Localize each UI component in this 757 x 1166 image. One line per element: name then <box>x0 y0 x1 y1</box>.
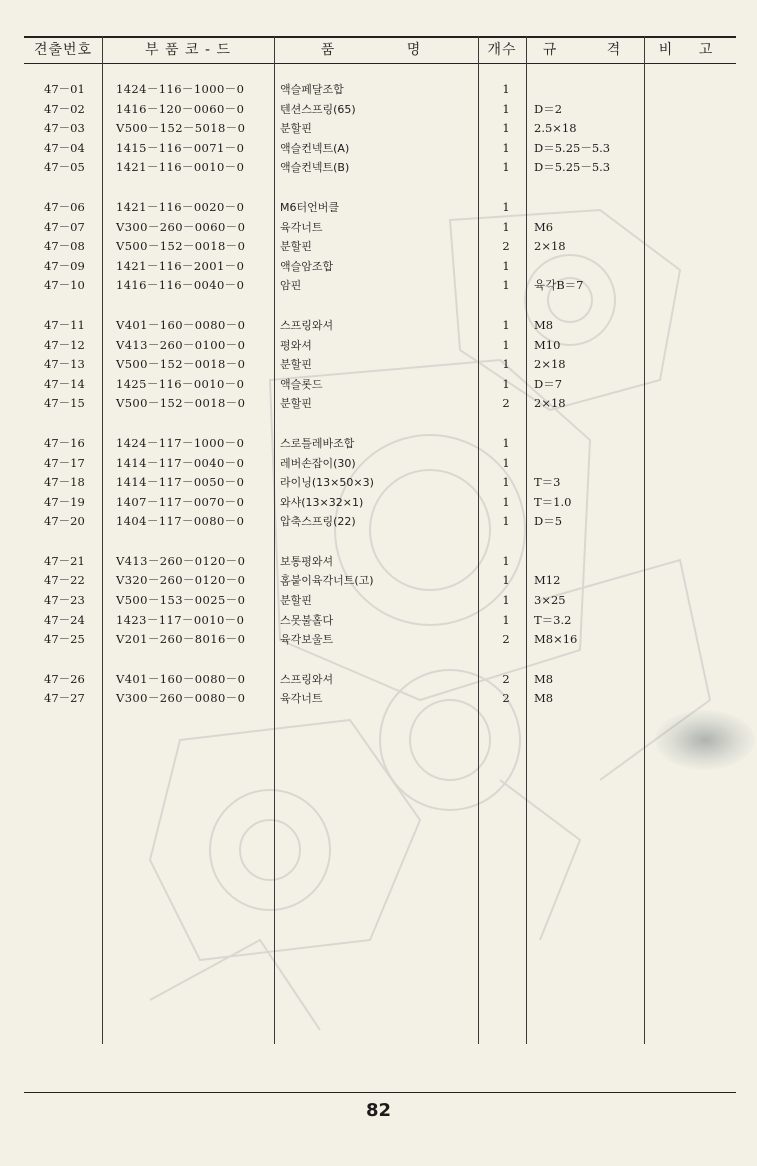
table-row <box>0 355 757 375</box>
part-code-cell: V500－152－0018－0 <box>116 357 246 372</box>
spec-cell: M8 <box>534 691 554 706</box>
table-row <box>0 591 757 611</box>
part-code-cell: V500－152－5018－0 <box>116 121 246 136</box>
part-no-cell: 47－11 <box>44 317 85 332</box>
table-row <box>0 611 757 631</box>
spec-cell: 2×18 <box>534 239 566 254</box>
part-name-cell: 보통평와셔 <box>280 554 334 568</box>
part-code-cell: V401－160－0080－0 <box>116 671 246 686</box>
table-row <box>0 473 757 493</box>
table-row <box>0 512 757 532</box>
part-no-cell: 47－08 <box>44 239 85 254</box>
part-code-cell: V500－153－0025－0 <box>116 593 246 608</box>
spec-cell: 2×18 <box>534 357 566 372</box>
table-row <box>0 100 757 120</box>
part-code-cell: 1421－116－0020－0 <box>116 199 245 214</box>
spec-cell: 2.5×18 <box>534 121 577 136</box>
quantity-cell: 1 <box>502 455 510 470</box>
part-code-cell: 1404－117－0080－0 <box>116 514 245 529</box>
part-no-cell: 47－07 <box>44 219 85 234</box>
part-name-cell: 분할핀 <box>280 594 312 608</box>
part-name-cell: 레버손잡이(30) <box>280 456 356 470</box>
spec-cell: T＝3.2 <box>534 612 572 627</box>
part-name-cell: 와샤(13×32×1) <box>280 495 364 509</box>
quantity-cell: 1 <box>502 140 510 155</box>
header-spec-part-b: 격 <box>606 42 622 58</box>
quantity-cell: 1 <box>502 199 510 214</box>
quantity-cell: 1 <box>502 101 510 116</box>
part-name-cell: 육각너트 <box>280 692 323 706</box>
quantity-cell: 1 <box>502 160 510 175</box>
part-name-cell: 스프링와셔 <box>280 318 334 332</box>
part-no-cell: 47－14 <box>44 376 85 391</box>
part-no-cell: 47－05 <box>44 160 85 175</box>
part-code-cell: 1424－117－1000－0 <box>116 435 245 450</box>
part-code-cell: V320－260－0120－0 <box>116 573 246 588</box>
part-name-cell: M6터언버클 <box>280 200 339 214</box>
quantity-cell: 1 <box>502 494 510 509</box>
part-name-cell: 육각너트 <box>280 220 323 234</box>
part-code-cell: V500－152－0018－0 <box>116 239 246 254</box>
part-name-cell: 스못불홀다 <box>280 613 334 627</box>
part-no-cell: 47－15 <box>44 396 85 411</box>
table-row <box>0 394 757 414</box>
part-code-cell: 1415－116－0071－0 <box>116 140 245 155</box>
quantity-cell: 1 <box>502 612 510 627</box>
part-no-cell: 47－04 <box>44 140 85 155</box>
quantity-cell: 2 <box>502 632 510 647</box>
quantity-cell: 1 <box>502 337 510 352</box>
paper-smudge <box>655 710 755 770</box>
part-no-cell: 47－16 <box>44 435 85 450</box>
part-name-cell: 육각보울트 <box>280 633 334 647</box>
part-name-cell: 액슬롯드 <box>280 377 323 391</box>
quantity-cell: 1 <box>502 593 510 608</box>
part-code-cell: V413－260－0100－0 <box>116 337 246 352</box>
part-name-cell: 분할핀 <box>280 240 312 254</box>
quantity-cell: 2 <box>502 691 510 706</box>
header-bottom-rule <box>24 63 736 64</box>
part-no-cell: 47－27 <box>44 691 85 706</box>
part-no-cell: 47－20 <box>44 514 85 529</box>
header-name-part-a: 품 <box>320 42 336 58</box>
header-note-part-a: 비 <box>658 42 674 58</box>
part-code-cell: V500－152－0018－0 <box>116 396 246 411</box>
part-name-cell: 홈붙이육각너트(고) <box>280 574 374 588</box>
part-code-cell: V201－260－8016－0 <box>116 632 246 647</box>
quantity-cell: 1 <box>502 435 510 450</box>
quantity-cell: 1 <box>502 357 510 372</box>
header-name-part-b: 명 <box>406 42 422 58</box>
table-row <box>0 119 757 139</box>
quantity-cell: 2 <box>502 671 510 686</box>
part-no-cell: 47－24 <box>44 612 85 627</box>
footer-rule <box>24 1092 736 1093</box>
table-row <box>0 571 757 591</box>
part-code-cell: 1414－117－0040－0 <box>116 455 245 470</box>
spec-cell: 육각B＝7 <box>534 278 584 293</box>
spec-cell: D＝5 <box>534 514 563 529</box>
part-no-cell: 47－17 <box>44 455 85 470</box>
part-code-cell: V300－260－0080－0 <box>116 691 246 706</box>
part-name-cell: 분할핀 <box>280 397 312 411</box>
quantity-cell: 1 <box>502 82 510 96</box>
part-no-cell: 47－21 <box>44 553 85 568</box>
table-row <box>0 630 757 650</box>
page-number: 82 <box>365 1100 392 1121</box>
part-code-cell: 1421－116－0010－0 <box>116 160 245 175</box>
table-row <box>0 375 757 395</box>
header-part-code: 부 품 코 - 드 <box>145 42 231 58</box>
part-name-cell: 평와셔 <box>280 338 312 352</box>
spec-cell: D＝5.25－5.3 <box>534 140 611 155</box>
part-no-cell: 47－02 <box>44 101 85 116</box>
quantity-cell: 1 <box>502 573 510 588</box>
quantity-cell: 2 <box>502 239 510 254</box>
part-name-cell: 압축스프링(22) <box>280 515 356 529</box>
quantity-cell: 1 <box>502 219 510 234</box>
spec-cell: M8 <box>534 671 554 686</box>
part-name-cell: 액슬암조합 <box>280 259 334 273</box>
part-code-cell: V300－260－0060－0 <box>116 219 246 234</box>
part-name-cell: 스로틀레바조합 <box>280 436 355 450</box>
part-code-cell: 1425－116－0010－0 <box>116 376 245 391</box>
quantity-cell: 1 <box>502 376 510 391</box>
table-row <box>0 158 757 178</box>
part-code-cell: V401－160－0080－0 <box>116 317 246 332</box>
spec-cell: T＝1.0 <box>534 494 572 509</box>
part-no-cell: 47－25 <box>44 632 85 647</box>
quantity-cell: 1 <box>502 553 510 568</box>
part-name-cell: 암핀 <box>280 279 302 293</box>
table-row <box>0 139 757 159</box>
part-name-cell: 액슬컨넥트(A) <box>280 141 350 155</box>
spec-cell: D＝2 <box>534 101 563 116</box>
spec-cell: M8×16 <box>534 632 578 647</box>
part-name-cell: 액슬페달조합 <box>280 83 344 96</box>
part-code-cell: 1421－116－2001－0 <box>116 258 245 273</box>
part-code-cell: 1416－116－0040－0 <box>116 278 245 293</box>
table-row <box>0 454 757 474</box>
header-spec-part-a: 규 <box>542 42 558 58</box>
header-quantity: 개수 <box>487 42 517 58</box>
table-row <box>0 336 757 356</box>
part-no-cell: 47－12 <box>44 337 85 352</box>
spec-cell: M12 <box>534 573 561 588</box>
part-name-cell: 스프링와셔 <box>280 672 334 686</box>
part-code-cell: 1416－120－0060－0 <box>116 101 245 116</box>
spec-cell: M6 <box>534 219 554 234</box>
part-no-cell: 47－09 <box>44 258 85 273</box>
table-row <box>0 80 757 100</box>
part-name-cell: 텐션스프링(65) <box>280 102 356 116</box>
table-row <box>0 316 757 336</box>
part-no-cell: 47－01 <box>44 82 85 96</box>
quantity-cell: 1 <box>502 258 510 273</box>
table-row <box>0 237 757 257</box>
part-name-cell: 분할핀 <box>280 358 312 372</box>
part-no-cell: 47－06 <box>44 199 85 214</box>
parts-table-body <box>0 80 757 709</box>
part-code-cell: V413－260－0120－0 <box>116 553 246 568</box>
part-no-cell: 47－19 <box>44 494 85 509</box>
table-row <box>0 198 757 218</box>
table-row <box>0 276 757 296</box>
table-row <box>0 552 757 572</box>
part-no-cell: 47－18 <box>44 475 85 490</box>
part-code-cell: 1407－117－0070－0 <box>116 494 245 509</box>
part-no-cell: 47－26 <box>44 671 85 686</box>
part-no-cell: 47－13 <box>44 357 85 372</box>
spec-cell: D＝5.25－5.3 <box>534 160 611 175</box>
spec-cell: D＝7 <box>534 376 563 391</box>
table-row <box>0 689 757 709</box>
part-no-cell: 47－22 <box>44 573 85 588</box>
quantity-cell: 1 <box>502 278 510 293</box>
spec-cell: M10 <box>534 337 561 352</box>
quantity-cell: 1 <box>502 514 510 529</box>
quantity-cell: 1 <box>502 121 510 136</box>
spec-cell: 2×18 <box>534 396 566 411</box>
part-code-cell: 1424－116－1000－0 <box>116 82 245 96</box>
part-no-cell: 47－10 <box>44 278 85 293</box>
part-name-cell: 액슬컨넥트(B) <box>280 161 350 175</box>
table-row <box>0 670 757 690</box>
part-no-cell: 47－03 <box>44 121 85 136</box>
header-part-no: 견출번호 <box>33 42 93 58</box>
spec-cell: T＝3 <box>534 475 561 490</box>
quantity-cell: 2 <box>502 396 510 411</box>
spec-cell: M8 <box>534 317 554 332</box>
quantity-cell: 1 <box>502 475 510 490</box>
part-no-cell: 47－23 <box>44 593 85 608</box>
table-row <box>0 257 757 277</box>
part-name-cell: 라이닝(13×50×3) <box>280 476 374 490</box>
part-code-cell: 1414－117－0050－0 <box>116 475 245 490</box>
header-note-part-b: 고 <box>698 42 714 58</box>
part-name-cell: 분할핀 <box>280 122 312 136</box>
table-row <box>0 434 757 454</box>
spec-cell: 3×25 <box>534 593 566 608</box>
quantity-cell: 1 <box>502 317 510 332</box>
table-row <box>0 493 757 513</box>
part-code-cell: 1423－117－0010－0 <box>116 612 245 627</box>
table-row <box>0 218 757 238</box>
